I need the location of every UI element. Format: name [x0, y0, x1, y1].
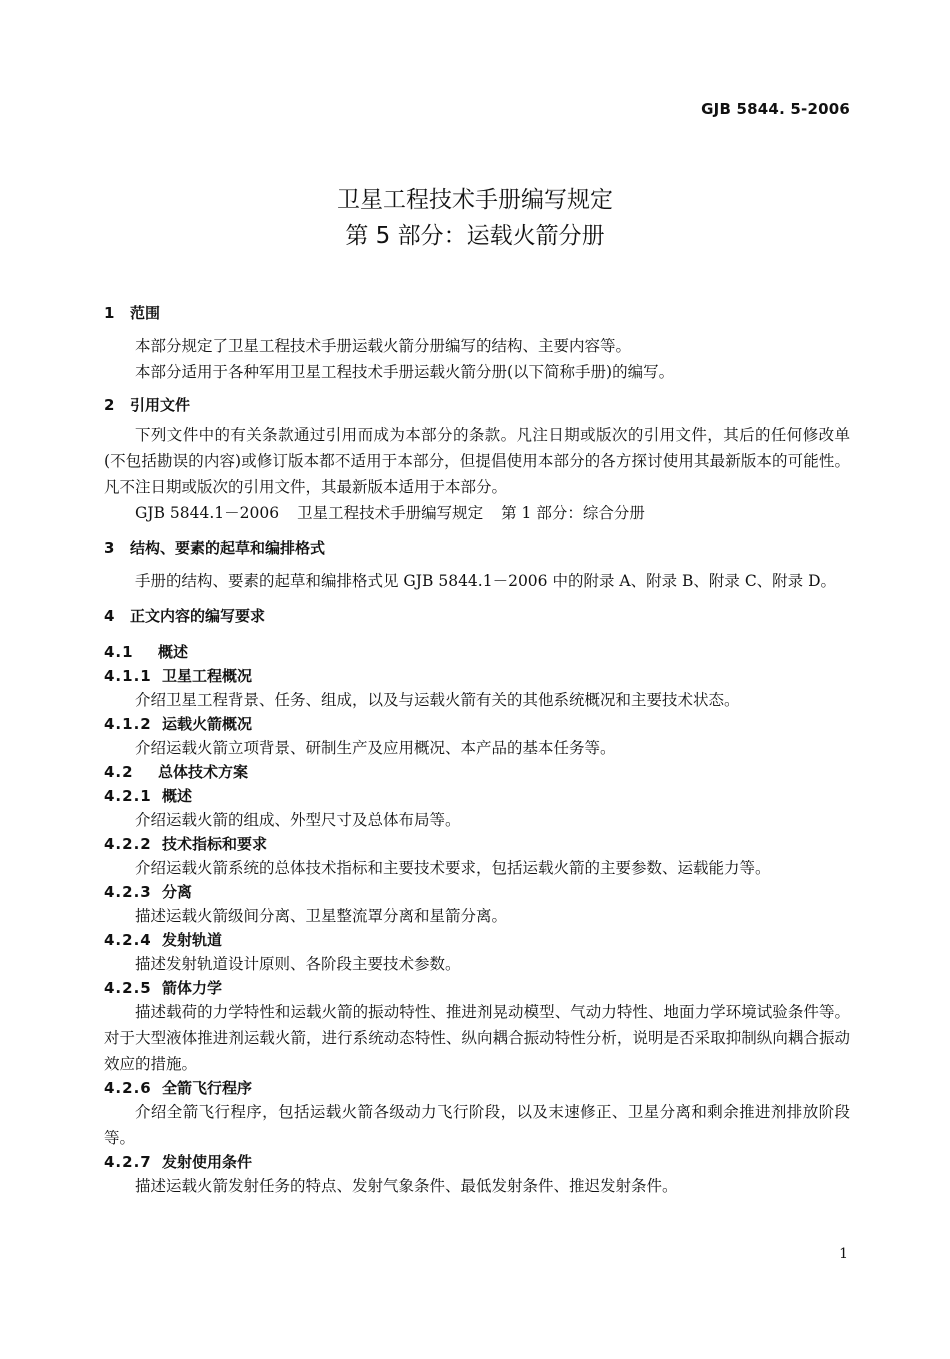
reference-title: 卫星工程技术手册编写规定 [297, 504, 484, 522]
paragraph: 介绍卫星工程背景、任务、组成，以及与运载火箭有关的其他系统概况和主要技术状态。 [135, 691, 740, 709]
page-number: 1 [839, 1246, 848, 1262]
paragraph: 介绍运载火箭系统的总体技术指标和主要技术要求，包括运载火箭的主要参数、运载能力等。 [135, 859, 771, 877]
subsection-heading-4-1-1: 4.1.1 卫星工程概况 [104, 667, 253, 685]
paragraph: 介绍全箭飞行程序，包括运载火箭各级动力飞行阶段，以及末速修正、卫星分离和剩余推进剂排放阶段等。 [104, 1103, 850, 1147]
document-title [0, 182, 950, 254]
reference-entry [104, 500, 850, 526]
section-heading-2: 2 引用文件 [104, 396, 191, 414]
subsection-heading-4-2-3: 4.2.3 分离 [104, 883, 193, 901]
section-heading-4: 4 正文内容的编写要求 [104, 607, 266, 625]
subsection-heading-4-2: 4.2 总体技术方案 [104, 763, 249, 781]
title-line-2: 第 5 部分：运载火箭分册 [345, 223, 605, 249]
section-heading-1: 1 范围 [104, 304, 161, 322]
paragraph: 本部分规定了卫星工程技术手册运载火箭分册编写的结构、主要内容等。 [135, 337, 632, 355]
subsection-heading-4-2-1: 4.2.1 概述 [104, 787, 193, 805]
subsection-heading-4-2-2: 4.2.2 技术指标和要求 [104, 835, 268, 853]
paragraph: 手册的结构、要素的起草和编排格式见 GJB 5844.1－2006 中的附录 A、附录 B、附录 C、附录 D。 [135, 572, 837, 590]
title-line-1: 卫星工程技术手册编写规定 [337, 187, 613, 213]
paragraph: 下列文件中的有关条款通过引用而成为本部分的条款。凡注日期或版次的引用文件，其后的任何修改单(不包括勘误的内容)或修订版本都不适用于本部分，但提倡使用本部分的各方探讨使用其最新版本的可能性。凡不注日期或版次的引用文件，其最新版本适用于本部分。 [104, 426, 850, 496]
paragraph: 描述载荷的力学特性和运载火箭的振动特性、推进剂晃动模型、气动力特性、地面力学环境试验条件等。对于大型液体推进剂运载火箭，进行系统动态特性、纵向耦合振动特性分析，说明是否采取抑制纵向耦合振动效应的措施。 [104, 1003, 850, 1073]
subsection-heading-4-1: 4.1 概述 [104, 643, 189, 661]
paragraph: 介绍运载火箭立项背景、研制生产及应用概况、本产品的基本任务等。 [135, 739, 616, 757]
section-heading-3: 3 结构、要素的起草和编排格式 [104, 539, 326, 557]
document-body [104, 300, 850, 1199]
paragraph: 描述发射轨道设计原则、各阶段主要技术参数。 [135, 955, 461, 973]
paragraph: 描述运载火箭级间分离、卫星整流罩分离和星箭分离。 [135, 907, 508, 925]
subsection-heading-4-1-2: 4.1.2 运载火箭概况 [104, 715, 253, 733]
subsection-heading-4-2-4: 4.2.4 发射轨道 [104, 931, 223, 949]
paragraph: 介绍运载火箭的组成、外型尺寸及总体布局等。 [135, 811, 461, 829]
reference-code: GJB 5844.1－2006 [135, 504, 280, 522]
standard-code: GJB 5844. 5-2006 [701, 100, 850, 118]
paragraph: 本部分适用于各种军用卫星工程技术手册运载火箭分册(以下简称手册)的编写。 [135, 363, 675, 381]
paragraph: 描述运载火箭发射任务的特点、发射气象条件、最低发射条件、推迟发射条件。 [135, 1177, 678, 1195]
subsection-heading-4-2-6: 4.2.6 全箭飞行程序 [104, 1079, 253, 1097]
subsection-heading-4-2-5: 4.2.5 箭体力学 [104, 979, 223, 997]
reference-part: 第 1 部分：综合分册 [501, 504, 645, 522]
subsection-heading-4-2-7: 4.2.7 发射使用条件 [104, 1153, 253, 1171]
